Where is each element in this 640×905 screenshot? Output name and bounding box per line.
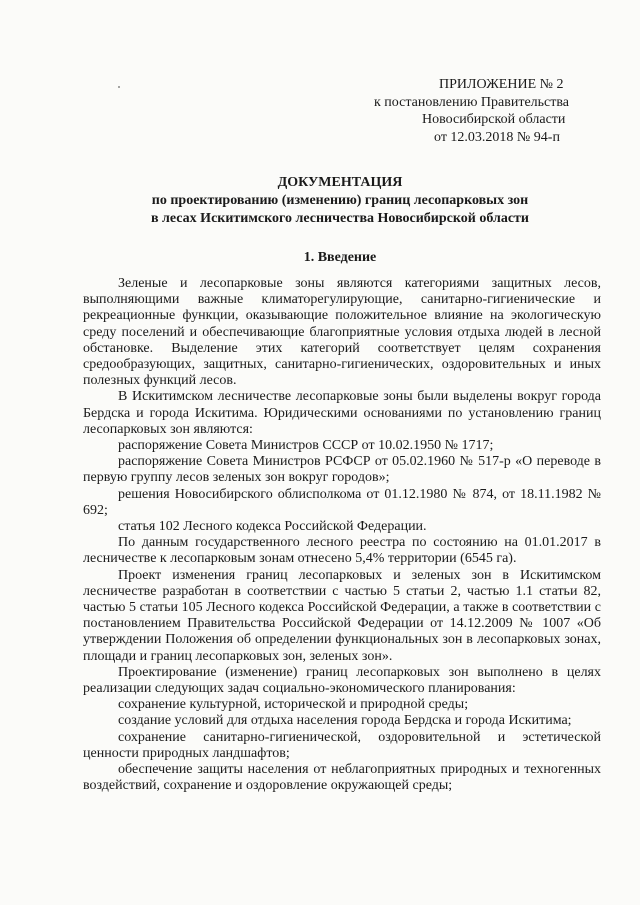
paragraph: По данным государственного лесного реестра по состоянию на 01.01.2017 в лесничестве к лесопарковым зонам отнесено 5,4% территории (6545 га).	[83, 535, 601, 567]
paragraph: Зеленые и лесопарковые зоны являются категориями защитных лесов, выполняющими важные климаторегулирующие, санитарно-гигиенические и рекреационные функции, оказывающие положительное влияние на экологическую среду поселений и обеспечивающие благоприятные условия отдыха людей в лесной обстановке. Выделение этих категорий соответствует целям сохранения средообразующих, защитных, санитарно-гигиенических, оздоровительных и иных полезных функций лесов.	[83, 276, 601, 389]
annex-header	[300, 76, 600, 146]
paragraph: обеспечение защиты населения от неблагоприятных природных и техногенных воздействий, сохранение и оздоровление окружающей среды;	[83, 762, 601, 794]
annex-resolution-ref: к постановлению Правительства	[374, 94, 570, 110]
scan-speck	[118, 86, 120, 88]
section-heading: 1. Введение	[303, 250, 377, 265]
title-line-1: ДОКУМЕНТАЦИЯ	[277, 175, 403, 190]
paragraph: сохранение культурной, исторической и природной среды;	[118, 697, 469, 713]
annex-date-number: от 12.03.2018 № 94-п	[434, 129, 560, 145]
paragraph: распоряжение Совета Министров СССР от 10.02.1950 № 1717;	[118, 438, 494, 454]
paragraph: Проект изменения границ лесопарковых и зеленых зон в Искитимском лесничестве разработан в соответствии с частью 5 статьи 2, частью 1.1 статьи 82, частью 5 статьи 105 Лесного кодекса Российской Федерации, а также в соответствии с постановлением Правительства Российской Федерации от 14.12.2009 № 1007 «Об утверждении Положения об определении функциональных зон в лесопарковых зонах, площади и границ лесопарковых зон, зеленых зон».	[83, 567, 601, 664]
annex-number: ПРИЛОЖЕНИЕ № 2	[439, 77, 564, 92]
paragraph: распоряжение Совета Министров РСФСР от 05.02.1960 № 517-р «О переводе в первую группу лесов зеленых зон вокруг городов»;	[83, 454, 601, 486]
paragraph: статья 102 Лесного кодекса Российской Федерации.	[118, 519, 427, 535]
paragraph: сохранение санитарно-гигиенической, оздоровительной и эстетической ценности природных ландшафтов;	[83, 729, 601, 761]
paragraph: создание условий для отдыха населения города Бердска и города Искитима;	[118, 713, 572, 729]
title-line-3: в лесах Искитимского лесничества Новосибирской области	[151, 211, 529, 226]
paragraph: решения Новосибирского облисполкома от 01.12.1980 № 874, от 18.11.1982 № 692;	[83, 486, 601, 518]
title-line-2: по проектированию (изменению) границ лесопарковых зон	[151, 193, 529, 208]
document-body	[83, 276, 601, 795]
annex-region: Новосибирской области	[422, 112, 566, 127]
paragraph: В Искитимском лесничестве лесопарковые зоны были выделены вокруг города Бердска и города Искитима. Юридическими основаниями по установлению границ лесопарковых зон являются:	[83, 389, 601, 437]
paragraph: Проектирование (изменение) границ лесопарковых зон выполнено в целях реализации следующих задач социально-экономического планирования:	[83, 664, 601, 697]
document-title	[80, 174, 600, 228]
